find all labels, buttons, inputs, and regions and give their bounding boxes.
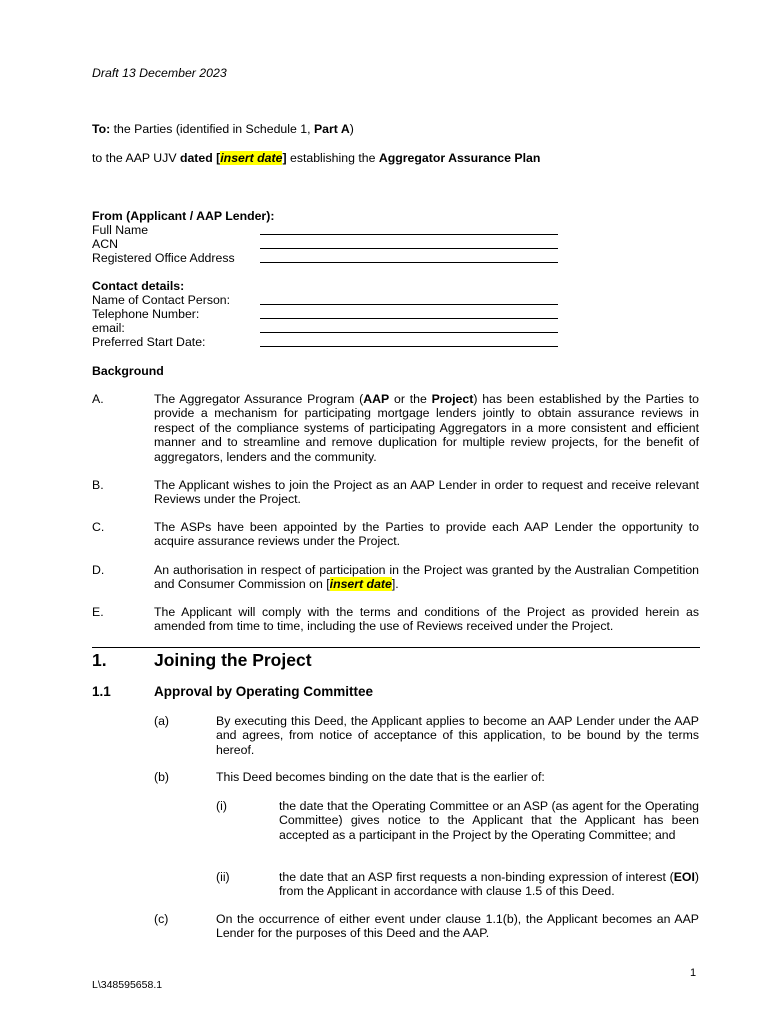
background-heading: Background <box>92 364 164 378</box>
subsection-title: Approval by Operating Committee <box>154 684 374 699</box>
field-blank-line <box>260 309 558 319</box>
recital-text: ) has been established by the Parties to provide a mechanism for participating mortgage lenders jointly to obtain assurance reviews in respect of the compliance systems of participating Aggregators in a more consistent and efficient manner and to streamline and remove duplication for multiple review projects, for the benefit of aggregators, lenders and the community. <box>154 392 700 464</box>
clause-b: This Deed becomes binding on the date that is the earlier of: <box>216 770 545 784</box>
recital-b: The Applicant wishes to join the Project as an AAP Lender in order to request and receive relevant Reviews under the Project. <box>154 478 699 507</box>
recital-text: ]. <box>391 577 399 592</box>
contact-heading: Contact details: <box>92 279 185 293</box>
contact-field-start-date <box>92 335 562 349</box>
clause-label: (a) <box>154 714 170 728</box>
document-reference: L\348595658.1 <box>92 979 163 991</box>
subclause-label: (i) <box>216 799 227 813</box>
clause-label: (b) <box>154 770 170 784</box>
field-blank-line <box>260 225 558 235</box>
clause-label: (c) <box>154 912 169 926</box>
to-text-2: ) <box>349 122 354 136</box>
recital-text: or the <box>389 392 432 406</box>
draft-date: Draft 13 December 2023 <box>92 66 227 80</box>
to-part: Part A <box>313 122 350 136</box>
recital-text: An authorisation in respect of participation in the Project was granted by the Australian Competition and Consumer Commission on [ <box>154 563 699 592</box>
deed-text-2: establishing the <box>286 151 379 165</box>
deed-open-bracket: [ <box>212 151 221 165</box>
subclause-label: (ii) <box>216 870 230 884</box>
field-label: Preferred Start Date: <box>92 335 206 349</box>
deed-close-bracket: ] <box>282 151 287 165</box>
from-field-acn <box>92 237 562 251</box>
from-field-address <box>92 251 562 265</box>
recital-letter: E. <box>92 605 104 619</box>
recital-term-aap: AAP <box>363 392 390 406</box>
field-label: Telephone Number: <box>92 307 200 321</box>
field-blank-line <box>260 239 558 249</box>
to-line <box>92 122 354 136</box>
field-label: email: <box>92 321 125 335</box>
recital-letter: A. <box>92 392 104 406</box>
subclause-i: the date that the Operating Committee or an ASP (as agent for the Operating Committee) gives notice to the Applicant that the Applicant has been accepted as a participant in the Project by the Operating Committee; and <box>279 799 699 842</box>
page-number: 1 <box>690 967 697 979</box>
recital-letter: C. <box>92 520 105 534</box>
recital-a <box>154 392 699 464</box>
deed-plan: Aggregator Assurance Plan <box>378 151 541 165</box>
contact-field-name <box>92 293 562 307</box>
field-label: Name of Contact Person: <box>92 293 231 307</box>
field-blank-line <box>260 295 558 305</box>
recital-e: The Applicant will comply with the terms and conditions of the Project as provided herein as amended from time to time, including the use of Reviews received under the Project. <box>154 605 699 634</box>
deed-line <box>92 151 540 165</box>
recital-letter: D. <box>92 563 105 577</box>
deed-text-1: to the AAP UJV <box>92 151 180 165</box>
clause-a: By executing this Deed, the Applicant applies to become an AAP Lender under the AAP and agrees, from notice of acceptance of this application, to be bound by the terms hereof. <box>216 714 699 757</box>
deed-dated: dated <box>179 151 213 165</box>
section-number: 1. <box>92 650 107 670</box>
field-label: ACN <box>92 237 118 251</box>
subclause-term-eoi: EOI <box>673 870 695 884</box>
recital-insert-date: insert date <box>329 577 392 592</box>
field-blank-line <box>260 323 558 333</box>
clause-c: On the occurrence of either event under clause 1.1(b), the Applicant becomes an AAP Lender for the purposes of this Deed and the AAP. <box>216 912 699 941</box>
subclause-text: ) from the Applicant in accordance with clause 1.5 of this Deed. <box>279 870 699 899</box>
field-label: Registered Office Address <box>92 251 235 265</box>
field-blank-line <box>260 253 558 263</box>
field-label: Full Name <box>92 223 149 237</box>
field-blank-line <box>260 337 558 347</box>
to-label: To: <box>92 122 111 136</box>
from-field-full-name <box>92 223 562 237</box>
section-rule <box>92 647 700 648</box>
from-heading: From (Applicant / AAP Lender): <box>92 209 275 223</box>
contact-field-email <box>92 321 562 335</box>
to-text-1: the Parties (identified in Schedule 1, <box>110 122 314 136</box>
contact-field-telephone <box>92 307 562 321</box>
recital-d <box>154 563 699 592</box>
recital-letter: B. <box>92 478 104 492</box>
recital-text: The Aggregator Assurance Program ( <box>154 392 364 406</box>
recital-term-project: Project <box>431 392 474 406</box>
recital-c: The ASPs have been appointed by the Parties to provide each AAP Lender the opportunity to acquire assurance reviews under the Project. <box>154 520 699 549</box>
subclause-ii <box>279 870 699 899</box>
section-title: Joining the Project <box>154 650 312 670</box>
deed-insert-date: insert date <box>220 151 283 165</box>
subsection-number: 1.1 <box>92 684 111 699</box>
subclause-text: the date that an ASP first requests a non-binding expression of interest ( <box>279 870 674 884</box>
